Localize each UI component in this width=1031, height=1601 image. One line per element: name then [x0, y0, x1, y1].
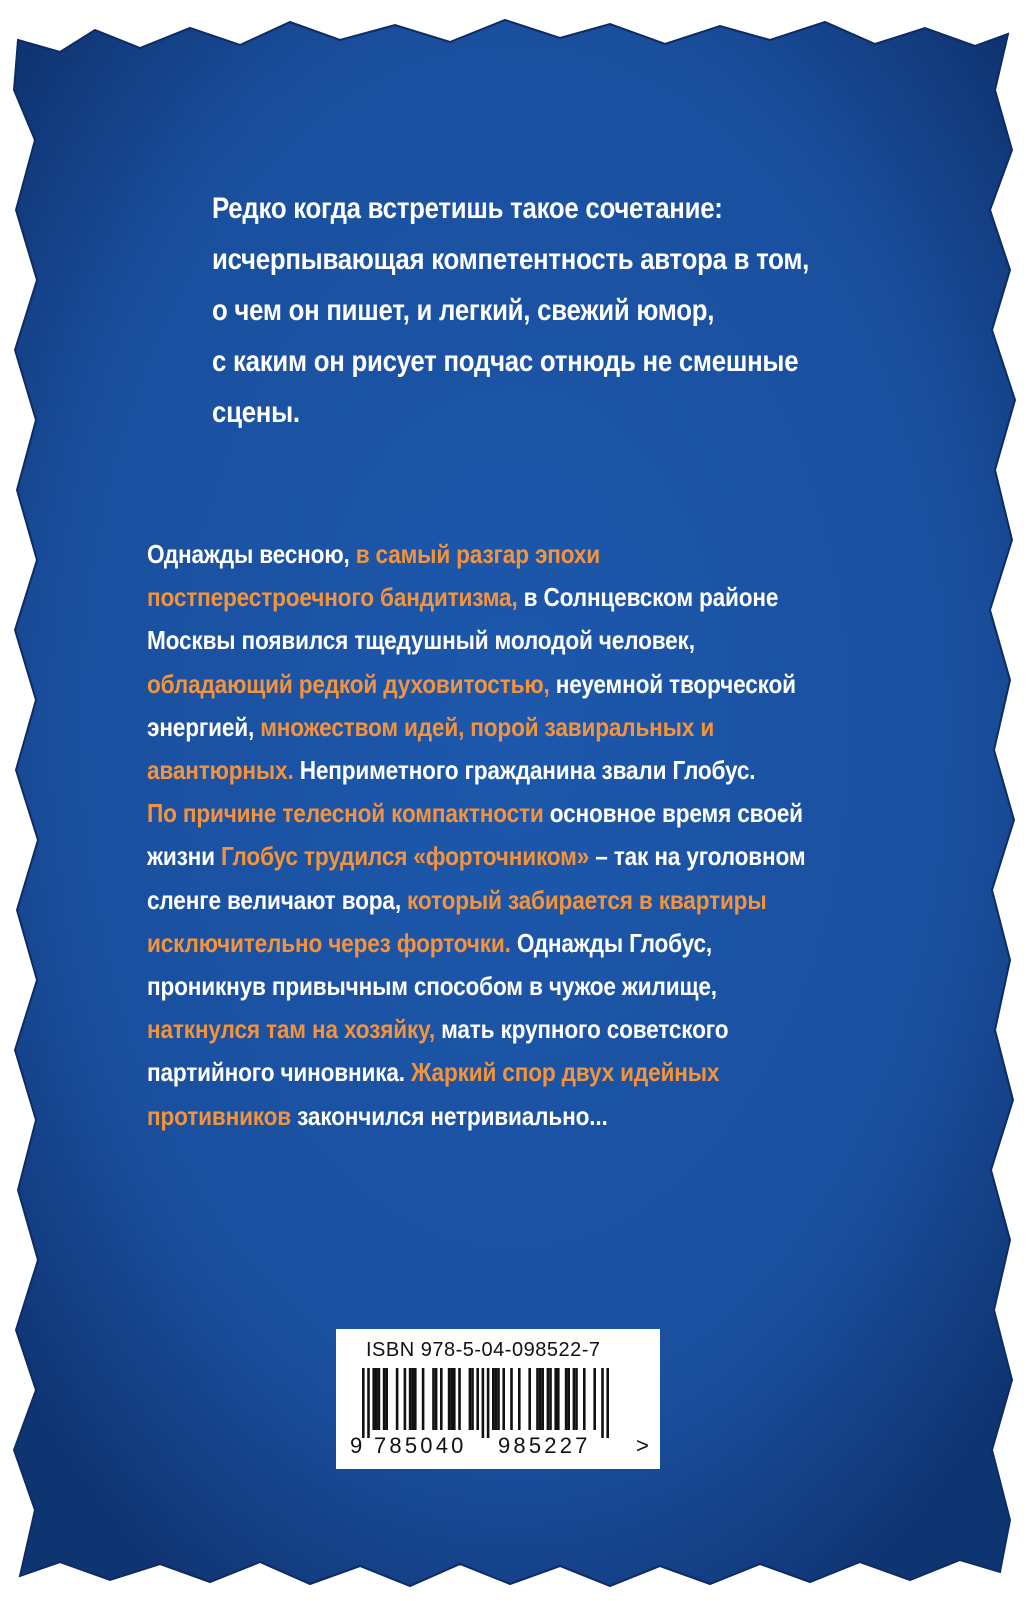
synopsis-line	[147, 1051, 843, 1094]
barcode-bar	[510, 1368, 513, 1430]
highlighted-phrase: в самый разгар эпохи	[355, 539, 600, 569]
barcode-bar	[487, 1368, 490, 1438]
highlighted-phrase: противников	[147, 1100, 292, 1131]
synopsis-line	[147, 1008, 843, 1051]
highlighted-phrase: Глобус трудился «форточником»	[221, 841, 590, 872]
barcode-bar	[575, 1368, 578, 1430]
synopsis-line	[147, 879, 843, 922]
barcode-bar	[414, 1368, 417, 1430]
barcode-bar	[396, 1368, 399, 1430]
synopsis-text: партийного чиновника.	[147, 1057, 411, 1088]
barcode-bar	[383, 1368, 386, 1430]
synopsis-line	[147, 619, 843, 662]
barcode-bar	[547, 1368, 550, 1430]
synopsis-line	[147, 835, 843, 878]
synopsis-line	[147, 1095, 843, 1138]
highlighted-phrase: постперестроечного бандитизма,	[147, 582, 518, 613]
synopsis-line	[147, 792, 843, 835]
barcode-bar	[497, 1368, 500, 1430]
barcode-bar	[549, 1368, 552, 1430]
barcode-bar	[583, 1368, 586, 1430]
barcode-bar	[593, 1368, 596, 1430]
quote-line: о чем он пишет, и легкий, свежий юмор,	[212, 294, 715, 327]
barcode-bar	[367, 1368, 370, 1438]
barcode-bar	[469, 1368, 472, 1430]
synopsis-text: мать крупного советского	[434, 1014, 729, 1045]
barcode-bar	[482, 1368, 485, 1438]
highlighted-phrase: обладающий редкой духовитостью,	[147, 668, 550, 699]
synopsis-text: Неприметного гражданина звали Глобус.	[293, 755, 756, 786]
barcode-bar	[518, 1368, 521, 1430]
synopsis-line	[147, 965, 843, 1008]
barcode-bar	[528, 1368, 531, 1430]
synopsis-text: в Солнцевском районе	[517, 582, 779, 613]
highlighted-phrase: множеством идей, порой завиральных и	[260, 711, 715, 742]
barcode-bar	[453, 1368, 456, 1430]
barcode-bar	[601, 1368, 604, 1438]
isbn-label: ISBN 978-5-04-098522-7	[366, 1339, 601, 1361]
highlighted-phrase: авантюрных.	[147, 755, 294, 786]
barcode-bar	[432, 1368, 435, 1430]
barcode-bar	[362, 1368, 365, 1438]
highlighted-phrase: наткнулся там на хозяйку,	[147, 1014, 435, 1045]
barcode-digits-group-left: 785040	[374, 1433, 467, 1458]
synopsis-text: сленге величают вора,	[147, 884, 408, 915]
barcode-bar	[476, 1368, 479, 1430]
barcode-bar	[495, 1368, 498, 1430]
synopsis-line	[147, 533, 843, 576]
quote-line: Редко когда встретишь такое сочетание:	[212, 192, 723, 225]
barcode-icon	[362, 1368, 632, 1438]
synopsis-text: проникнув привычным способом в чужое жилище,	[147, 971, 717, 1002]
synopsis-line	[147, 922, 843, 965]
highlighted-phrase: который забирается в квартиры	[407, 884, 767, 915]
highlighted-phrase: Жаркий спор двух идейных	[410, 1057, 720, 1088]
barcode-bar	[422, 1368, 425, 1430]
barcode-bar	[458, 1368, 461, 1430]
synopsis-text: Однажды Глобус,	[510, 927, 713, 958]
highlighted-phrase: исключительно через форточки.	[147, 927, 511, 958]
barcode-bar	[536, 1368, 539, 1430]
barcode-bar	[404, 1368, 407, 1430]
barcode-bar	[541, 1368, 544, 1430]
synopsis-text: основное время своей	[543, 798, 803, 829]
synopsis-text: энергией,	[147, 711, 261, 742]
barcode-bar	[385, 1368, 388, 1430]
barcode-bar	[448, 1368, 451, 1430]
quote-line: сцены.	[212, 396, 300, 429]
barcode-bar	[565, 1368, 568, 1430]
barcode-quiet-mark: >	[636, 1433, 649, 1458]
quote-block	[212, 183, 810, 438]
barcode-bar	[409, 1368, 412, 1430]
synopsis-text: Однажды весною,	[147, 539, 356, 569]
highlighted-phrase: По причине телесной компактности	[147, 798, 544, 829]
barcode-bar	[567, 1368, 570, 1430]
synopsis-text: – так на уголовном	[589, 841, 806, 872]
barcode-bar	[450, 1368, 453, 1430]
synopsis-line	[147, 749, 843, 792]
barcode-bar	[372, 1368, 375, 1430]
synopsis-line	[147, 663, 843, 706]
barcode-bar	[435, 1368, 438, 1430]
synopsis-text: неуемной творческой	[549, 668, 796, 699]
barcode-bar	[606, 1368, 609, 1438]
synopsis-block	[147, 533, 843, 1138]
quote-line: с каким он рисует подчас отнюдь не смешные	[212, 345, 799, 378]
barcode-bar	[411, 1368, 414, 1430]
isbn-barcode-box	[336, 1329, 660, 1469]
barcode-bar	[557, 1368, 560, 1430]
barcode-bar	[554, 1368, 557, 1430]
barcode-bar	[539, 1368, 542, 1430]
synopsis-text: жизни	[147, 841, 222, 872]
barcode-digit-first: 9	[350, 1433, 363, 1458]
quote-line: исчерпывающая компетентность автора в том,	[212, 243, 810, 276]
barcode-bar	[492, 1368, 495, 1430]
barcode-bar	[502, 1368, 505, 1430]
synopsis-text: закончился нетривиально...	[291, 1100, 608, 1131]
synopsis-text: Москвы появился тщедушный молодой человек,	[147, 625, 695, 656]
barcode-digits-group-right: 985227	[498, 1433, 591, 1458]
barcode-bar	[573, 1368, 576, 1430]
barcode-bar	[471, 1368, 474, 1430]
synopsis-line	[147, 576, 843, 619]
barcode-bar	[375, 1368, 378, 1430]
synopsis-line	[147, 706, 843, 749]
barcode-bar	[378, 1368, 381, 1430]
barcode-bar	[440, 1368, 443, 1430]
